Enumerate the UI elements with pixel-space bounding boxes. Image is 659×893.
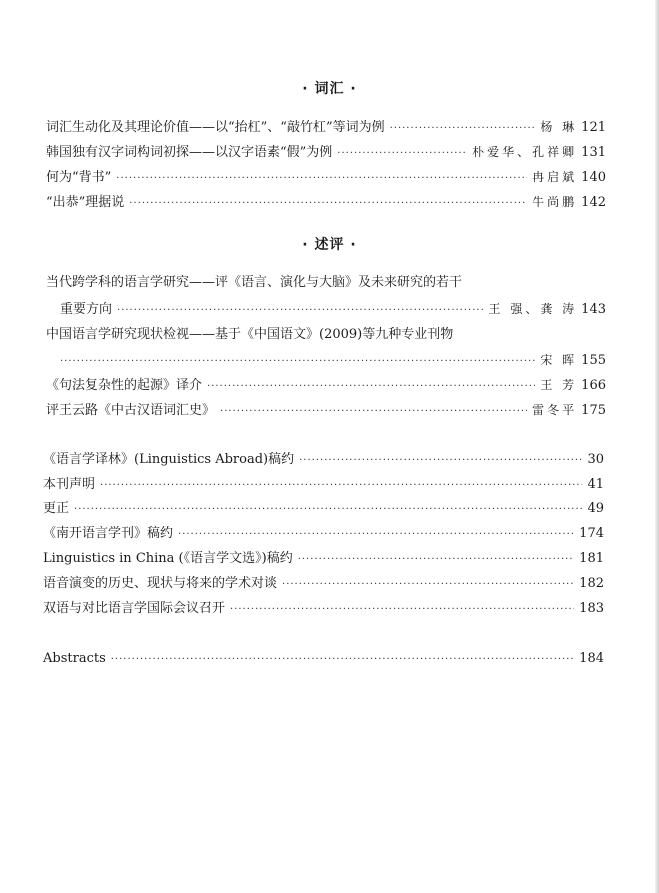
entry-author: 冉启斌 bbox=[532, 170, 578, 184]
entry-page: 182 bbox=[579, 576, 604, 591]
dot-leader bbox=[100, 477, 582, 495]
entry-author: 王 强、龚 涛 bbox=[488, 302, 578, 316]
entry-page: 184 bbox=[579, 651, 604, 666]
dot-leader bbox=[282, 576, 574, 594]
entry-page: 142 bbox=[581, 195, 606, 210]
entry-page: 41 bbox=[587, 477, 604, 492]
toc-entry[interactable] bbox=[43, 575, 604, 594]
toc-entry[interactable] bbox=[60, 351, 606, 371]
toc-entry[interactable] bbox=[43, 525, 604, 544]
toc-entry[interactable] bbox=[43, 500, 604, 519]
dot-leader bbox=[337, 145, 467, 163]
entry-author: 王 芳 bbox=[540, 378, 578, 392]
entry-page: 181 bbox=[579, 551, 604, 566]
entry-title: Abstracts bbox=[43, 651, 106, 666]
toc-entry[interactable] bbox=[46, 401, 606, 421]
section-title-review: · 述评 · bbox=[302, 237, 357, 253]
toc-entry-abstracts[interactable] bbox=[43, 650, 604, 669]
entry-title: 评王云路《中古汉语词汇史》 bbox=[46, 403, 216, 418]
entry-title: 双语与对比语言学国际会议召开 bbox=[43, 601, 226, 616]
entry-title: 词汇生动化及其理论价值——以“抬杠”、“敲竹杠”等词为例 bbox=[46, 120, 385, 135]
toc-entry[interactable] bbox=[43, 550, 604, 569]
toc-entry[interactable] bbox=[46, 376, 606, 396]
toc-entry[interactable] bbox=[43, 476, 604, 495]
toc-entry[interactable] bbox=[46, 118, 606, 138]
section-title-vocabulary: · 词汇 · bbox=[302, 81, 357, 97]
entry-title: 何为“背书” bbox=[46, 170, 112, 185]
entry-title: 《语言学译林》(Linguistics Abroad)稿约 bbox=[43, 452, 295, 467]
page-edge bbox=[655, 0, 659, 893]
entry-title: 《句法复杂性的起源》译介 bbox=[46, 378, 203, 393]
dot-leader bbox=[178, 526, 574, 544]
entry-page: 155 bbox=[581, 353, 606, 368]
entry-title-line1: 中国语言学研究现状检视——基于《中国语文》(2009)等九种专业刊物 bbox=[46, 327, 454, 342]
entry-author: 宋 晖 bbox=[540, 353, 578, 367]
entry-author: 牛尚鹏 bbox=[532, 195, 578, 209]
dot-leader bbox=[207, 378, 535, 396]
dot-leader bbox=[230, 601, 574, 619]
dot-leader bbox=[60, 353, 535, 371]
entry-title: 《南开语言学刊》稿约 bbox=[43, 526, 174, 541]
toc-entry[interactable] bbox=[46, 143, 606, 163]
entry-author: 雷冬平 bbox=[532, 403, 578, 417]
entry-page: 121 bbox=[581, 120, 606, 135]
dot-leader bbox=[298, 551, 574, 569]
toc-entry[interactable] bbox=[43, 600, 604, 619]
entry-title: 语音演变的历史、现状与将来的学术对谈 bbox=[43, 576, 278, 591]
dot-leader bbox=[74, 501, 582, 519]
entry-page: 30 bbox=[587, 452, 604, 467]
entry-page: 49 bbox=[587, 501, 604, 516]
entry-page: 140 bbox=[581, 170, 606, 185]
dot-leader bbox=[299, 452, 582, 470]
dot-leader bbox=[390, 120, 536, 138]
entry-page: 175 bbox=[581, 403, 606, 418]
entry-title: Linguistics in China (《语言学文选》)稿约 bbox=[43, 551, 293, 566]
dot-leader bbox=[129, 195, 527, 213]
entry-title: “出恭”理据说 bbox=[46, 195, 125, 210]
entry-title: 重要方向 bbox=[60, 302, 113, 317]
entry-page: 174 bbox=[579, 526, 604, 541]
toc-entry[interactable] bbox=[46, 193, 606, 213]
toc-entry[interactable] bbox=[43, 451, 604, 470]
entry-page: 143 bbox=[581, 302, 606, 317]
entry-title: 更正 bbox=[43, 501, 70, 516]
entry-page: 131 bbox=[581, 145, 606, 160]
entry-page: 166 bbox=[581, 378, 606, 393]
entry-author: 朴爱华、孔祥卿 bbox=[472, 145, 578, 159]
entry-title: 本刊声明 bbox=[43, 477, 96, 492]
dot-leader bbox=[116, 170, 527, 188]
entry-title: 韩国独有汉字词构词初探——以汉字语素“假”为例 bbox=[46, 145, 333, 160]
dot-leader bbox=[220, 403, 527, 421]
dot-leader bbox=[111, 651, 574, 669]
toc-entry[interactable] bbox=[60, 300, 606, 320]
dot-leader bbox=[117, 302, 484, 320]
toc-entry[interactable] bbox=[46, 168, 606, 188]
entry-page: 183 bbox=[579, 601, 604, 616]
entry-author: 杨 琳 bbox=[540, 120, 578, 134]
entry-title-line1: 当代跨学科的语言学研究——评《语言、演化与大脑》及未来研究的若干 bbox=[46, 275, 463, 290]
